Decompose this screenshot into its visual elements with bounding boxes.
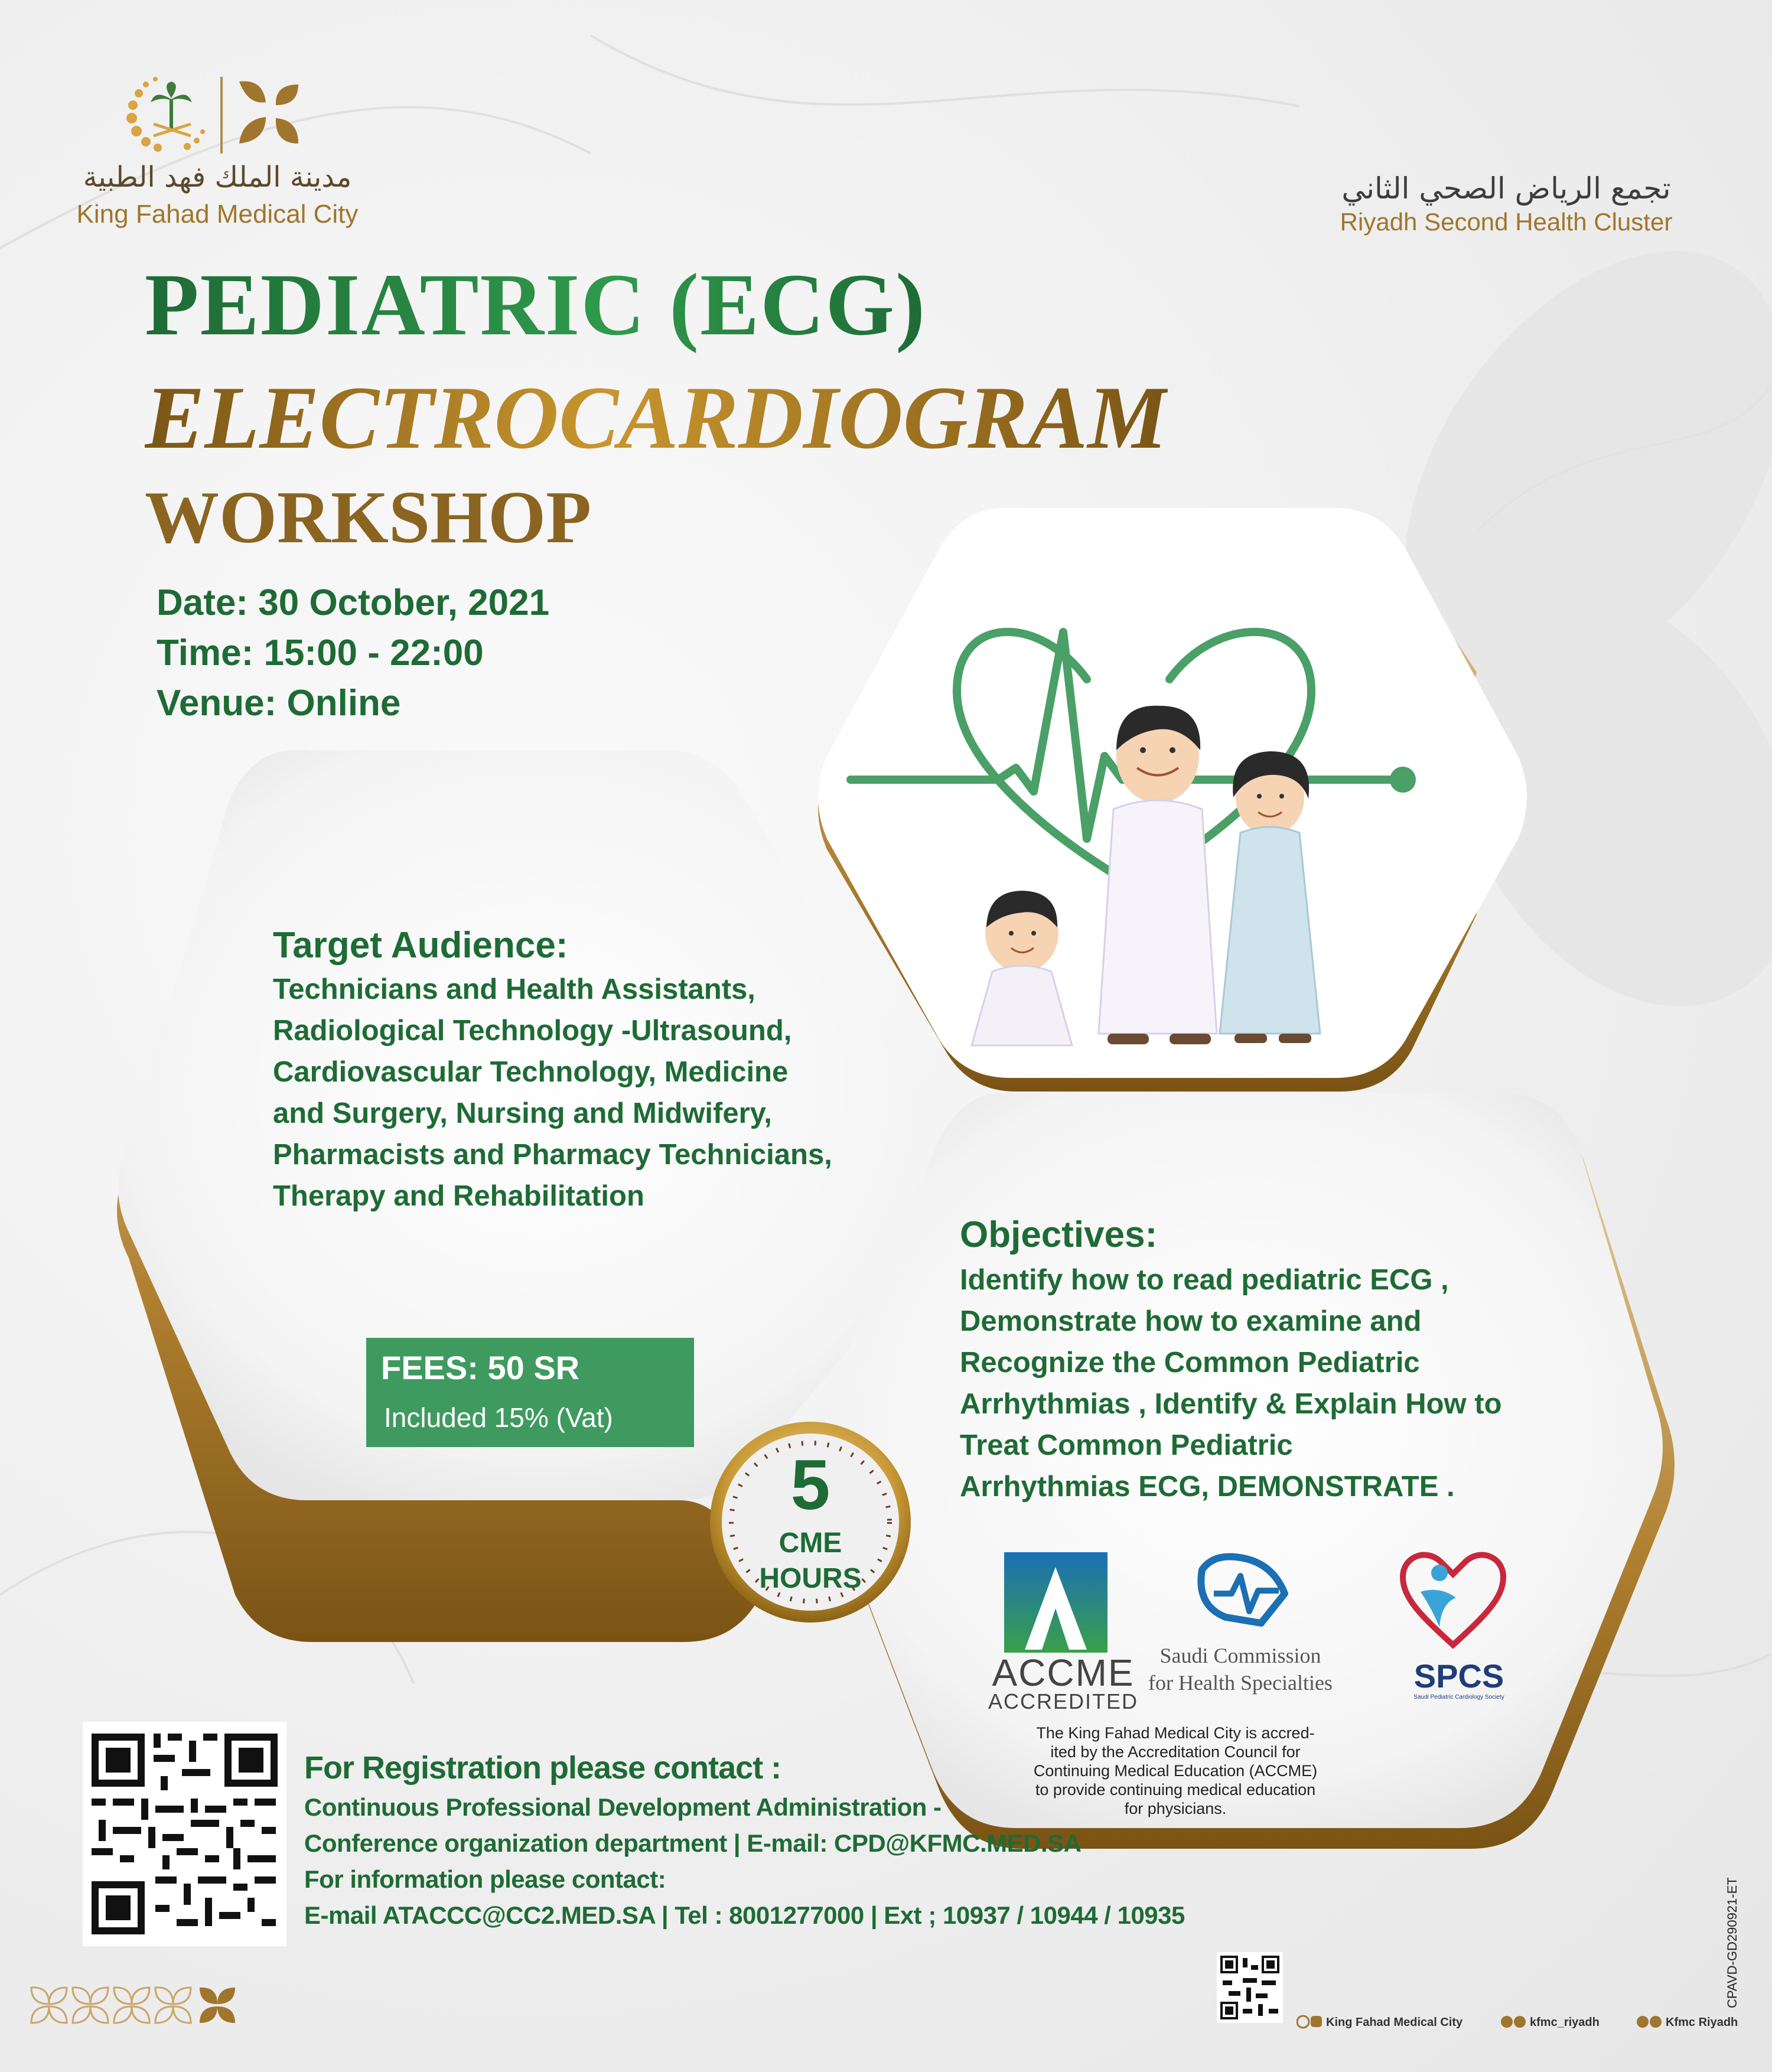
social-web-name[interactable]: King Fahad Medical City — [1326, 2016, 1463, 2029]
target-audience-line: and Surgery, Nursing and Midwifery, — [273, 1097, 772, 1129]
target-audience-heading: Target Audience: — [273, 925, 568, 966]
youtube-facebook-icon[interactable] — [1636, 2014, 1662, 2029]
cme-hours-number: 5 — [790, 1445, 830, 1524]
heart-ecg-illustration — [839, 579, 1429, 1063]
twitter-icon[interactable] — [1500, 2014, 1526, 2029]
objective-line: Demonstrate how to examine and — [960, 1305, 1422, 1337]
scfhs-logo — [1190, 1546, 1297, 1635]
spcs-subtitle: Saudi Pediatric Cardiology Society — [1413, 1694, 1504, 1700]
objectives-heading: Objectives: — [960, 1214, 1158, 1255]
objective-line: Arrhythmias ECG, DEMONSTRATE . — [960, 1471, 1455, 1503]
accreditation-note-line: Continuing Medical Education (ACCME) — [1033, 1762, 1318, 1780]
qr-code-icon — [83, 1722, 286, 1946]
target-audience-line: Technicians and Health Assistants, — [273, 973, 755, 1005]
footer-pattern-icon — [28, 1982, 247, 2029]
registration-email-line[interactable]: Conference organization department | E-mail: CPD@KFMC.MED.SA — [304, 1829, 1082, 1857]
baby-figure — [972, 891, 1072, 1045]
information-heading: For information please contact: — [304, 1865, 666, 1893]
kfmc-arabic-name: مدينة الملك فهد الطبية — [83, 161, 352, 194]
registration-line: Continuous Professional Development Administration - — [304, 1793, 942, 1821]
objective-line: Identify how to read pediatric ECG , — [960, 1264, 1449, 1296]
event-date: Date: 30 October, 2021 — [157, 582, 550, 623]
kfmc-english-name: King Fahad Medical City — [76, 200, 359, 229]
cme-label: CME — [778, 1527, 842, 1559]
fees-note: Included 15% (Vat) — [384, 1402, 613, 1433]
scfhs-name-line-1: Saudi Commission — [1159, 1644, 1321, 1667]
social-twitter-handle[interactable]: kfmc_riyadh — [1530, 2016, 1600, 2029]
information-contact-line[interactable]: E-mail ATACCC@CC2.MED.SA | Tel : 8001277000 | Ext ; 10937 / 10944 / 10935 — [304, 1901, 1185, 1929]
boy-figure — [1099, 706, 1217, 1044]
target-audience-line: Cardiovascular Technology, Medicine — [273, 1056, 789, 1088]
footer-qr-code[interactable] — [1217, 1952, 1283, 2023]
fees-amount: FEES: 50 SR — [381, 1349, 580, 1386]
fees-box — [366, 1338, 694, 1447]
kfmc-logo — [121, 70, 316, 158]
registration-qr-code[interactable] — [83, 1722, 286, 1946]
event-venue: Venue: Online — [157, 683, 401, 724]
objective-line: Treat Common Pediatric — [960, 1429, 1293, 1461]
target-audience-line: Radiological Technology -Ultrasound, — [273, 1015, 792, 1047]
accreditation-note-line: to provide continuing medical education — [1035, 1781, 1316, 1799]
registration-heading: For Registration please contact : — [304, 1750, 781, 1786]
title-line-1: PEDIATRIC (ECG) — [145, 254, 926, 356]
target-audience-line: Pharmacists and Pharmacy Technicians, — [273, 1139, 832, 1171]
title-line-2: ELECTROCARDIOGRAM — [145, 366, 1168, 469]
accme-accredited-label: ACCREDITED — [988, 1689, 1139, 1713]
objectives-list — [960, 1259, 1562, 1507]
spcs-label: SPCS — [1413, 1657, 1504, 1695]
girl-figure — [1220, 751, 1320, 1043]
cluster-english-name: Riyadh Second Health Cluster — [1340, 208, 1673, 236]
target-audience-line: Therapy and Rehabilitation — [273, 1180, 644, 1212]
accme-logo — [1004, 1552, 1108, 1653]
target-audience-list — [273, 969, 899, 1217]
title-line-3: WORKSHOP — [145, 477, 592, 559]
cluster-arabic-name: تجمع الرياض الصحي الثاني — [1341, 171, 1671, 206]
social-youtube-name[interactable]: Kfmc Riyadh — [1666, 2016, 1738, 2029]
web-instagram-icon[interactable] — [1297, 2014, 1323, 2029]
accreditation-note-line: for physicians. — [1124, 1800, 1227, 1817]
accreditation-note-line: The King Fahad Medical City is accred- — [1036, 1724, 1315, 1742]
scfhs-name-line-2: for Health Specialties — [1148, 1671, 1333, 1695]
small-qr-icon — [1217, 1952, 1283, 2023]
scfhs-name — [1128, 1642, 1353, 1696]
document-code: CPAVD-GD290921-ET — [1725, 1877, 1740, 2008]
accme-label: ACCME — [992, 1651, 1135, 1694]
spcs-heart-logo — [1397, 1545, 1509, 1651]
accreditation-note-line: ited by the Accreditation Council for — [1050, 1743, 1301, 1761]
event-time: Time: 15:00 - 22:00 — [157, 633, 484, 673]
objective-line: Arrhythmias , Identify & Explain How to — [960, 1388, 1502, 1420]
cme-hours-label: HOURS — [759, 1563, 862, 1594]
accreditation-note — [998, 1724, 1353, 1818]
objective-line: Recognize the Common Pediatric — [960, 1347, 1420, 1379]
